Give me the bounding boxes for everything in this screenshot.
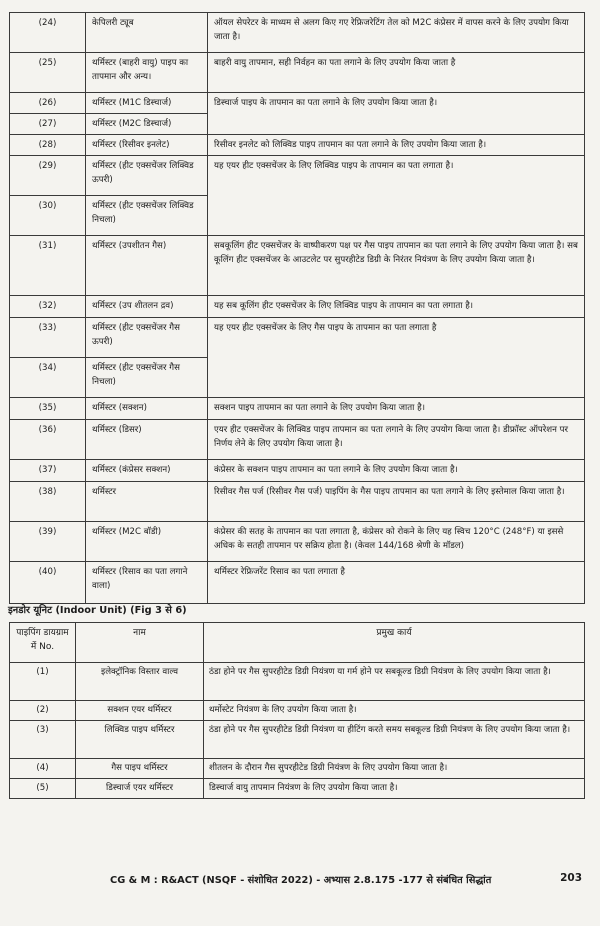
table-row: [10, 663, 585, 701]
row-number: (33): [10, 318, 86, 358]
component-function: रिसीवर इनलेट को लिक्विड पाइप तापमान का पता लगाने के लिए उपयोग किया जाता है।: [208, 135, 585, 156]
table-header-row: [10, 623, 585, 663]
table-row: [10, 398, 585, 420]
section-title: इनडोर यूनिट (Indoor Unit) (Fig 3 से 6): [8, 605, 187, 616]
column-header: प्रमुख कार्य: [204, 623, 585, 663]
table-row: [10, 156, 585, 196]
table-row: [10, 13, 585, 53]
row-number: (27): [10, 114, 86, 135]
row-number: (26): [10, 93, 86, 114]
row-number: (30): [10, 196, 86, 236]
component-name: थर्मिस्टर (डिसर): [86, 420, 208, 460]
table-row: [10, 420, 585, 460]
row-number: (37): [10, 460, 86, 482]
component-function: डिस्चार्ज वायु तापमान नियंत्रण के लिए उपयोग किया जाता है।: [204, 779, 585, 799]
outdoor-components-table: [9, 12, 585, 604]
component-function: रिसीवर गैस पर्ज (रिसीवर गैस पर्ज) पाइपिंग के गैस पाइप तापमान का पता लगाने के लिए इस्तेमाल किया जाता है।: [208, 482, 585, 522]
table-row: [10, 779, 585, 799]
component-name: थर्मिस्टर (उपशीतन गैस): [86, 236, 208, 296]
table-row: [10, 296, 585, 318]
component-function: सक्शन पाइप तापमान का पता लगाने के लिए उपयोग किया जाता है।: [208, 398, 585, 420]
component-name: गैस पाइप थर्मिस्टर: [76, 759, 204, 779]
row-number: (35): [10, 398, 86, 420]
row-number: (2): [10, 701, 76, 721]
component-name: थर्मिस्टर (कंप्रेसर सक्शन): [86, 460, 208, 482]
component-name: थर्मिस्टर (सक्शन): [86, 398, 208, 420]
table-row: [10, 522, 585, 562]
row-number: (39): [10, 522, 86, 562]
page-number: 203: [560, 872, 582, 884]
row-number: (29): [10, 156, 86, 196]
component-function: थर्मिस्टर रेफ्रिजरेंट रिसाव का पता लगाता है: [208, 562, 585, 604]
row-number: (24): [10, 13, 86, 53]
component-function: बाहरी वायु तापमान, सही निर्वहन का पता लगाने के लिए उपयोग किया जाता है: [208, 53, 585, 93]
component-name: केपिलरी ट्यूब: [86, 13, 208, 53]
table-row: [10, 721, 585, 759]
table-row: [10, 562, 585, 604]
row-number: (5): [10, 779, 76, 799]
table-row: [10, 236, 585, 296]
row-number: (31): [10, 236, 86, 296]
row-number: (25): [10, 53, 86, 93]
component-function: ठंडा होने पर गैस सुपरहीटेड डिग्री नियंत्रण या गर्म होने पर सबकूल्ड डिग्री नियंत्रण के लिए उपयोग किया जाता है।: [204, 663, 585, 701]
row-number: (28): [10, 135, 86, 156]
row-number: (38): [10, 482, 86, 522]
component-function: यह एयर हीट एक्सचेंजर के लिए लिक्विड पाइप के तापमान का पता लगाता है।: [208, 156, 585, 236]
row-number: (3): [10, 721, 76, 759]
component-name: थर्मिस्टर (बाहरी वायु) पाइप का तापमान और अन्य।: [86, 53, 208, 93]
component-name: थर्मिस्टर (उप शीतलन द्रव): [86, 296, 208, 318]
column-header: नाम: [76, 623, 204, 663]
table-row: [10, 482, 585, 522]
table-row: [10, 135, 585, 156]
table-row: [10, 53, 585, 93]
column-header: पाइपिंग डायग्राम में No.: [10, 623, 76, 663]
component-name: थर्मिस्टर (M1C डिस्चार्ज): [86, 93, 208, 114]
row-number: (34): [10, 358, 86, 398]
table-row: [10, 318, 585, 358]
row-number: (4): [10, 759, 76, 779]
component-function: ठंडा होने पर गैस सुपरहीटेड डिग्री नियंत्रण या हीटिंग करते समय सबकूल्ड डिग्री नियंत्रण के लिए उपयोग किया जाता है।: [204, 721, 585, 759]
component-function: सबकूलिंग हीट एक्सचेंजर के वाष्पीकरण पक्ष पर गैस पाइप तापमान का पता लगाने के लिए उपयोग किया जाता है। सब कूलिंग हीट एक्सचेंजर के आउटलेट पर सुपरहीटेड डिग्री के निरंतर नियंत्रण के लिए उपयोग किया जाता है।: [208, 236, 585, 296]
component-function: एयर हीट एक्सचेंजर के लिक्विड पाइप तापमान का पता लगाने के लिए उपयोग किया जाता है। डीफ्रॉस्ट ऑपरेशन पर निर्णय लेने के लिए उपयोग किया जाता है।: [208, 420, 585, 460]
component-name: सक्शन एयर थर्मिस्टर: [76, 701, 204, 721]
component-name: इलेक्ट्रॉनिक विस्तार वाल्व: [76, 663, 204, 701]
row-number: (40): [10, 562, 86, 604]
row-number: (36): [10, 420, 86, 460]
component-name: डिस्चार्ज एयर थर्मिस्टर: [76, 779, 204, 799]
component-function: कंप्रेसर के सक्शन पाइप तापमान का पता लगाने के लिए उपयोग किया जाता है।: [208, 460, 585, 482]
component-name: थर्मिस्टर (हीट एक्सचेंजर गैस निचला): [86, 358, 208, 398]
component-name: लिक्विड पाइप थर्मिस्टर: [76, 721, 204, 759]
component-name: थर्मिस्टर: [86, 482, 208, 522]
component-function: थर्मोस्टेट नियंत्रण के लिए उपयोग किया जाता है।: [204, 701, 585, 721]
page-footer: CG & M : R&ACT (NSQF - संशोधित 2022) - अभ्यास 2.8.175 -177 से संबंधित सिद्धांत: [110, 875, 492, 886]
indoor-unit-table: [9, 622, 585, 799]
component-function: कंप्रेसर की सतह के तापमान का पता लगाता है, कंप्रेसर को रोकने के लिए यह स्विच 120°C (248°F) या इससे अधिक के सतही तापमान पर सक्रिय होता है। (केवल 144/168 श्रेणी के मॉडल): [208, 522, 585, 562]
component-function: यह सब कूलिंग हीट एक्सचेंजर के लिए लिक्विड पाइप के तापमान का पता लगाता है।: [208, 296, 585, 318]
component-name: थर्मिस्टर (हीट एक्सचेंजर लिक्विड निचला): [86, 196, 208, 236]
table-row: [10, 460, 585, 482]
table-row: [10, 93, 585, 114]
component-name: थर्मिस्टर (रिसाव का पता लगाने वाला): [86, 562, 208, 604]
component-function: डिस्चार्ज पाइप के तापमान का पता लगाने के लिए उपयोग किया जाता है।: [208, 93, 585, 135]
table-row: [10, 759, 585, 779]
row-number: (1): [10, 663, 76, 701]
component-name: थर्मिस्टर (हीट एक्सचेंजर लिक्विड ऊपरी): [86, 156, 208, 196]
component-function: ऑयल सेपरेटर के माध्यम से अलग किए गए रेफ्रिजरेटिंग तेल को M2C कंप्रेसर में वापस करने के लिए उपयोग किया जाता है।: [208, 13, 585, 53]
component-function: यह एयर हीट एक्सचेंजर के लिए गैस पाइप के तापमान का पता लगाता है: [208, 318, 585, 398]
component-name: थर्मिस्टर (रिसीवर इनलेट): [86, 135, 208, 156]
table-row: [10, 701, 585, 721]
component-function: शीतलन के दौरान गैस सुपरहीटेड डिग्री नियंत्रण के लिए उपयोग किया जाता है।: [204, 759, 585, 779]
component-name: थर्मिस्टर (M2C बॉडी): [86, 522, 208, 562]
component-name: थर्मिस्टर (हीट एक्सचेंजर गैस ऊपरी): [86, 318, 208, 358]
component-name: थर्मिस्टर (M2C डिस्चार्ज): [86, 114, 208, 135]
row-number: (32): [10, 296, 86, 318]
